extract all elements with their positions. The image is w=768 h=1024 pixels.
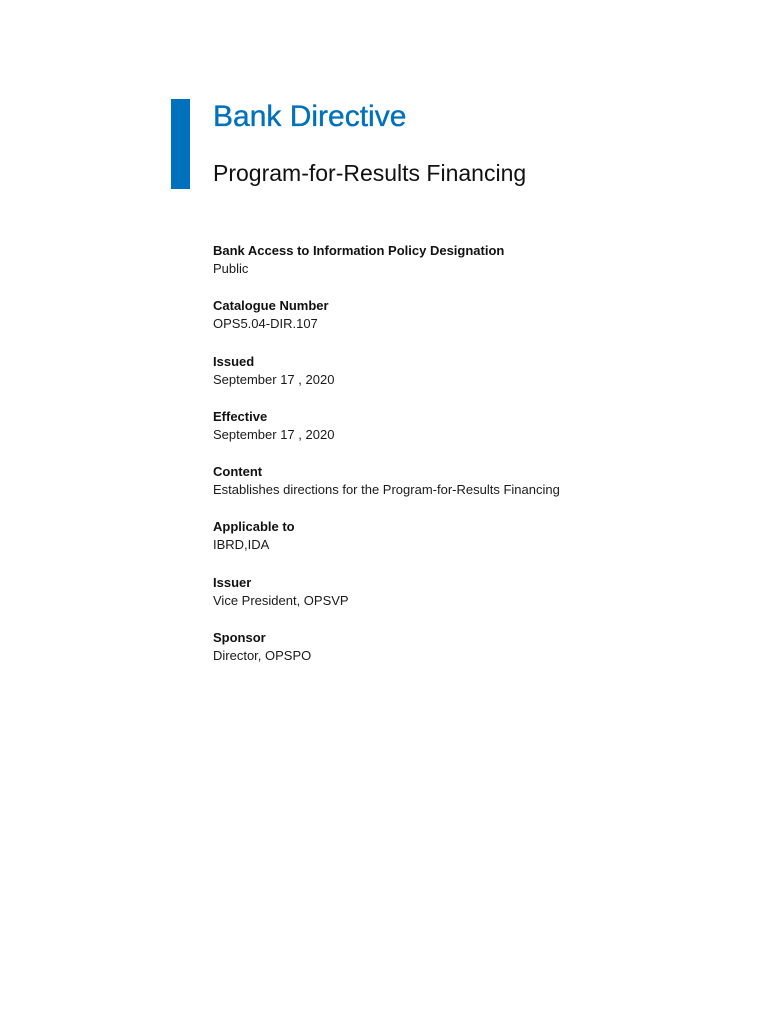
accent-bar [171,99,190,189]
document-title: Bank Directive [213,100,407,133]
field-label: Content [213,464,263,480]
field-sponsor [213,629,713,684]
field-content [213,463,713,518]
field-catalogue-number [213,297,713,352]
field-issued [213,353,713,408]
field-value: IBRD,IDA [213,537,270,553]
metadata-fields [213,242,713,684]
field-label: Issued [213,353,255,369]
field-label: Sponsor [213,630,266,646]
field-value: Public [213,261,249,276]
field-issuer [213,574,713,629]
document-subtitle: Program-for-Results Financing [213,160,527,186]
field-label: Issuer [213,574,252,590]
field-effective [213,408,713,463]
field-applicable-to [213,518,713,573]
field-label: Effective [213,408,268,424]
field-value: Director, OPSPO [213,648,312,664]
field-access-designation [213,242,713,297]
field-label: Catalogue Number [213,298,329,314]
field-value: Vice President, OPSVP [213,592,349,608]
field-value: September 17 , 2020 [213,371,335,387]
field-value: OPS5.04-DIR.107 [213,316,318,332]
field-label: Applicable to [213,519,295,535]
field-label: Bank Access to Information Policy Designation [213,243,505,258]
field-value: September 17 , 2020 [213,426,335,442]
field-value: Establishes directions for the Program-for-Results Financing [213,482,560,498]
